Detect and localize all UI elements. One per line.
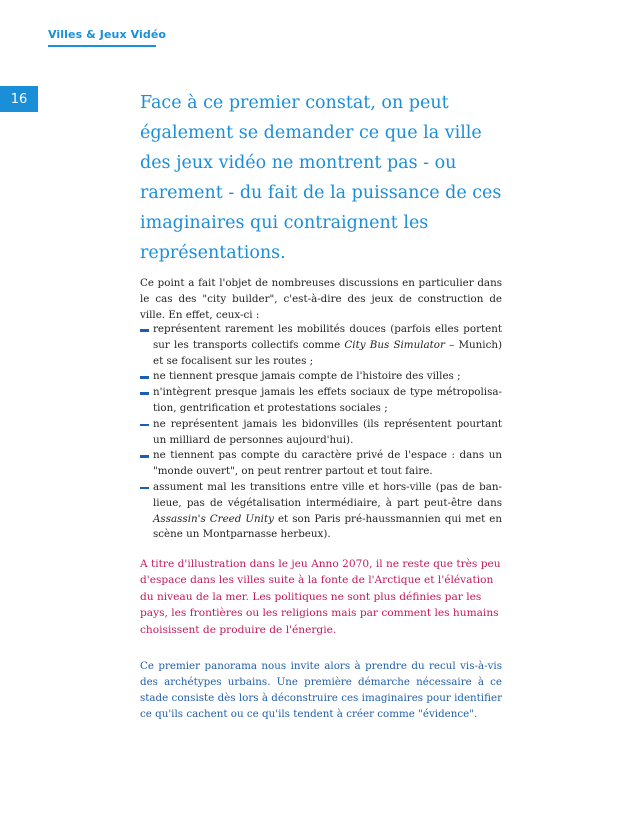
- list-item: [140, 385, 502, 417]
- bullet-text-cont: et son Paris pré-haussmannien qui met en scène un Montparnasse herbeux).: [153, 512, 503, 541]
- conclusion-paragraph: Ce premier panorama nous invite alors à prendre du recul vis-à-vis des archétypes urbains. Une première démarche nécessaire à ce stade consiste dès lors à déconstruire ces imaginaires pour identifier ce qu'ils cachent ou ce qu'ils tendent à créer comme "évidence".: [140, 660, 502, 720]
- list-item: [140, 417, 502, 449]
- dash-bullet-icon: [140, 392, 149, 395]
- intro-paragraph: Ce point a fait l'objet de nombreuses discussions en particulier dans le cas des "city builder", c'est-à-dire des jeux de construction de ville. En effet, ceux-ci :: [140, 277, 502, 321]
- bullet-text: représentent rarement les mobilités douces (parfois elles portent sur les transports collectifs comme: [153, 323, 502, 351]
- headline: Face à ce premier constat, on peut également se demander ce que la ville des jeux vidéo ne montrent pas - ou rarement - du fait de la puissance de ces imaginaires qui contraignent les représentations.: [140, 93, 502, 263]
- illustration-paragraph: A titre d'illustration dans le jeu Anno 2070, il ne reste que très peu d'espace dans les villes suite à la fonte de l'Arctique et l'élévation du niveau de la mer. Les politiques ne sont plus définies par les pays, les frontières ou les religions mais par comment les humains choisissent de produire de l'énergie.: [140, 558, 501, 636]
- dash-bullet-icon: [140, 487, 149, 490]
- list-item: [140, 480, 502, 543]
- dash-bullet-icon: [140, 424, 149, 427]
- game-title: Assassin's Creed Unity: [153, 512, 274, 525]
- dash-bullet-icon: [140, 455, 149, 458]
- dash-bullet-icon: [140, 329, 149, 332]
- bullet-text: ne tiennent pas compte du caractère privé de l'espace : dans un "monde ouvert", on peut rentrer partout et tout faire.: [153, 449, 502, 478]
- running-header-title: Villes & Jeux Vidéo: [48, 28, 167, 41]
- bullet-text-cont: – Munich) et se focalisent sur les routes ;: [153, 338, 503, 367]
- list-item: [140, 369, 502, 385]
- bullet-text: ne représentent jamais les bidonvilles (ils représentent pourtant un milliard de personnes aujourd'hui).: [153, 417, 502, 446]
- page-number-badge: 16: [0, 86, 38, 112]
- bullet-list: [140, 322, 502, 543]
- list-item: [140, 322, 502, 369]
- bullet-text: n'intègrent presque jamais les effets sociaux de type métropolisa-tion, gentrification et protestations sociales ;: [153, 386, 502, 414]
- list-item: [140, 448, 502, 480]
- bullet-text: assument mal les transitions entre ville et hors-ville (pas de ban-lieue, pas de végétalisation intermédiaire, à part peut-être dans: [153, 480, 502, 509]
- dash-bullet-icon: [140, 376, 149, 379]
- bullet-text: ne tiennent presque jamais compte de l'histoire des villes ;: [153, 370, 461, 383]
- header-underline: [48, 45, 156, 47]
- game-title: City Bus Simulator: [344, 338, 445, 351]
